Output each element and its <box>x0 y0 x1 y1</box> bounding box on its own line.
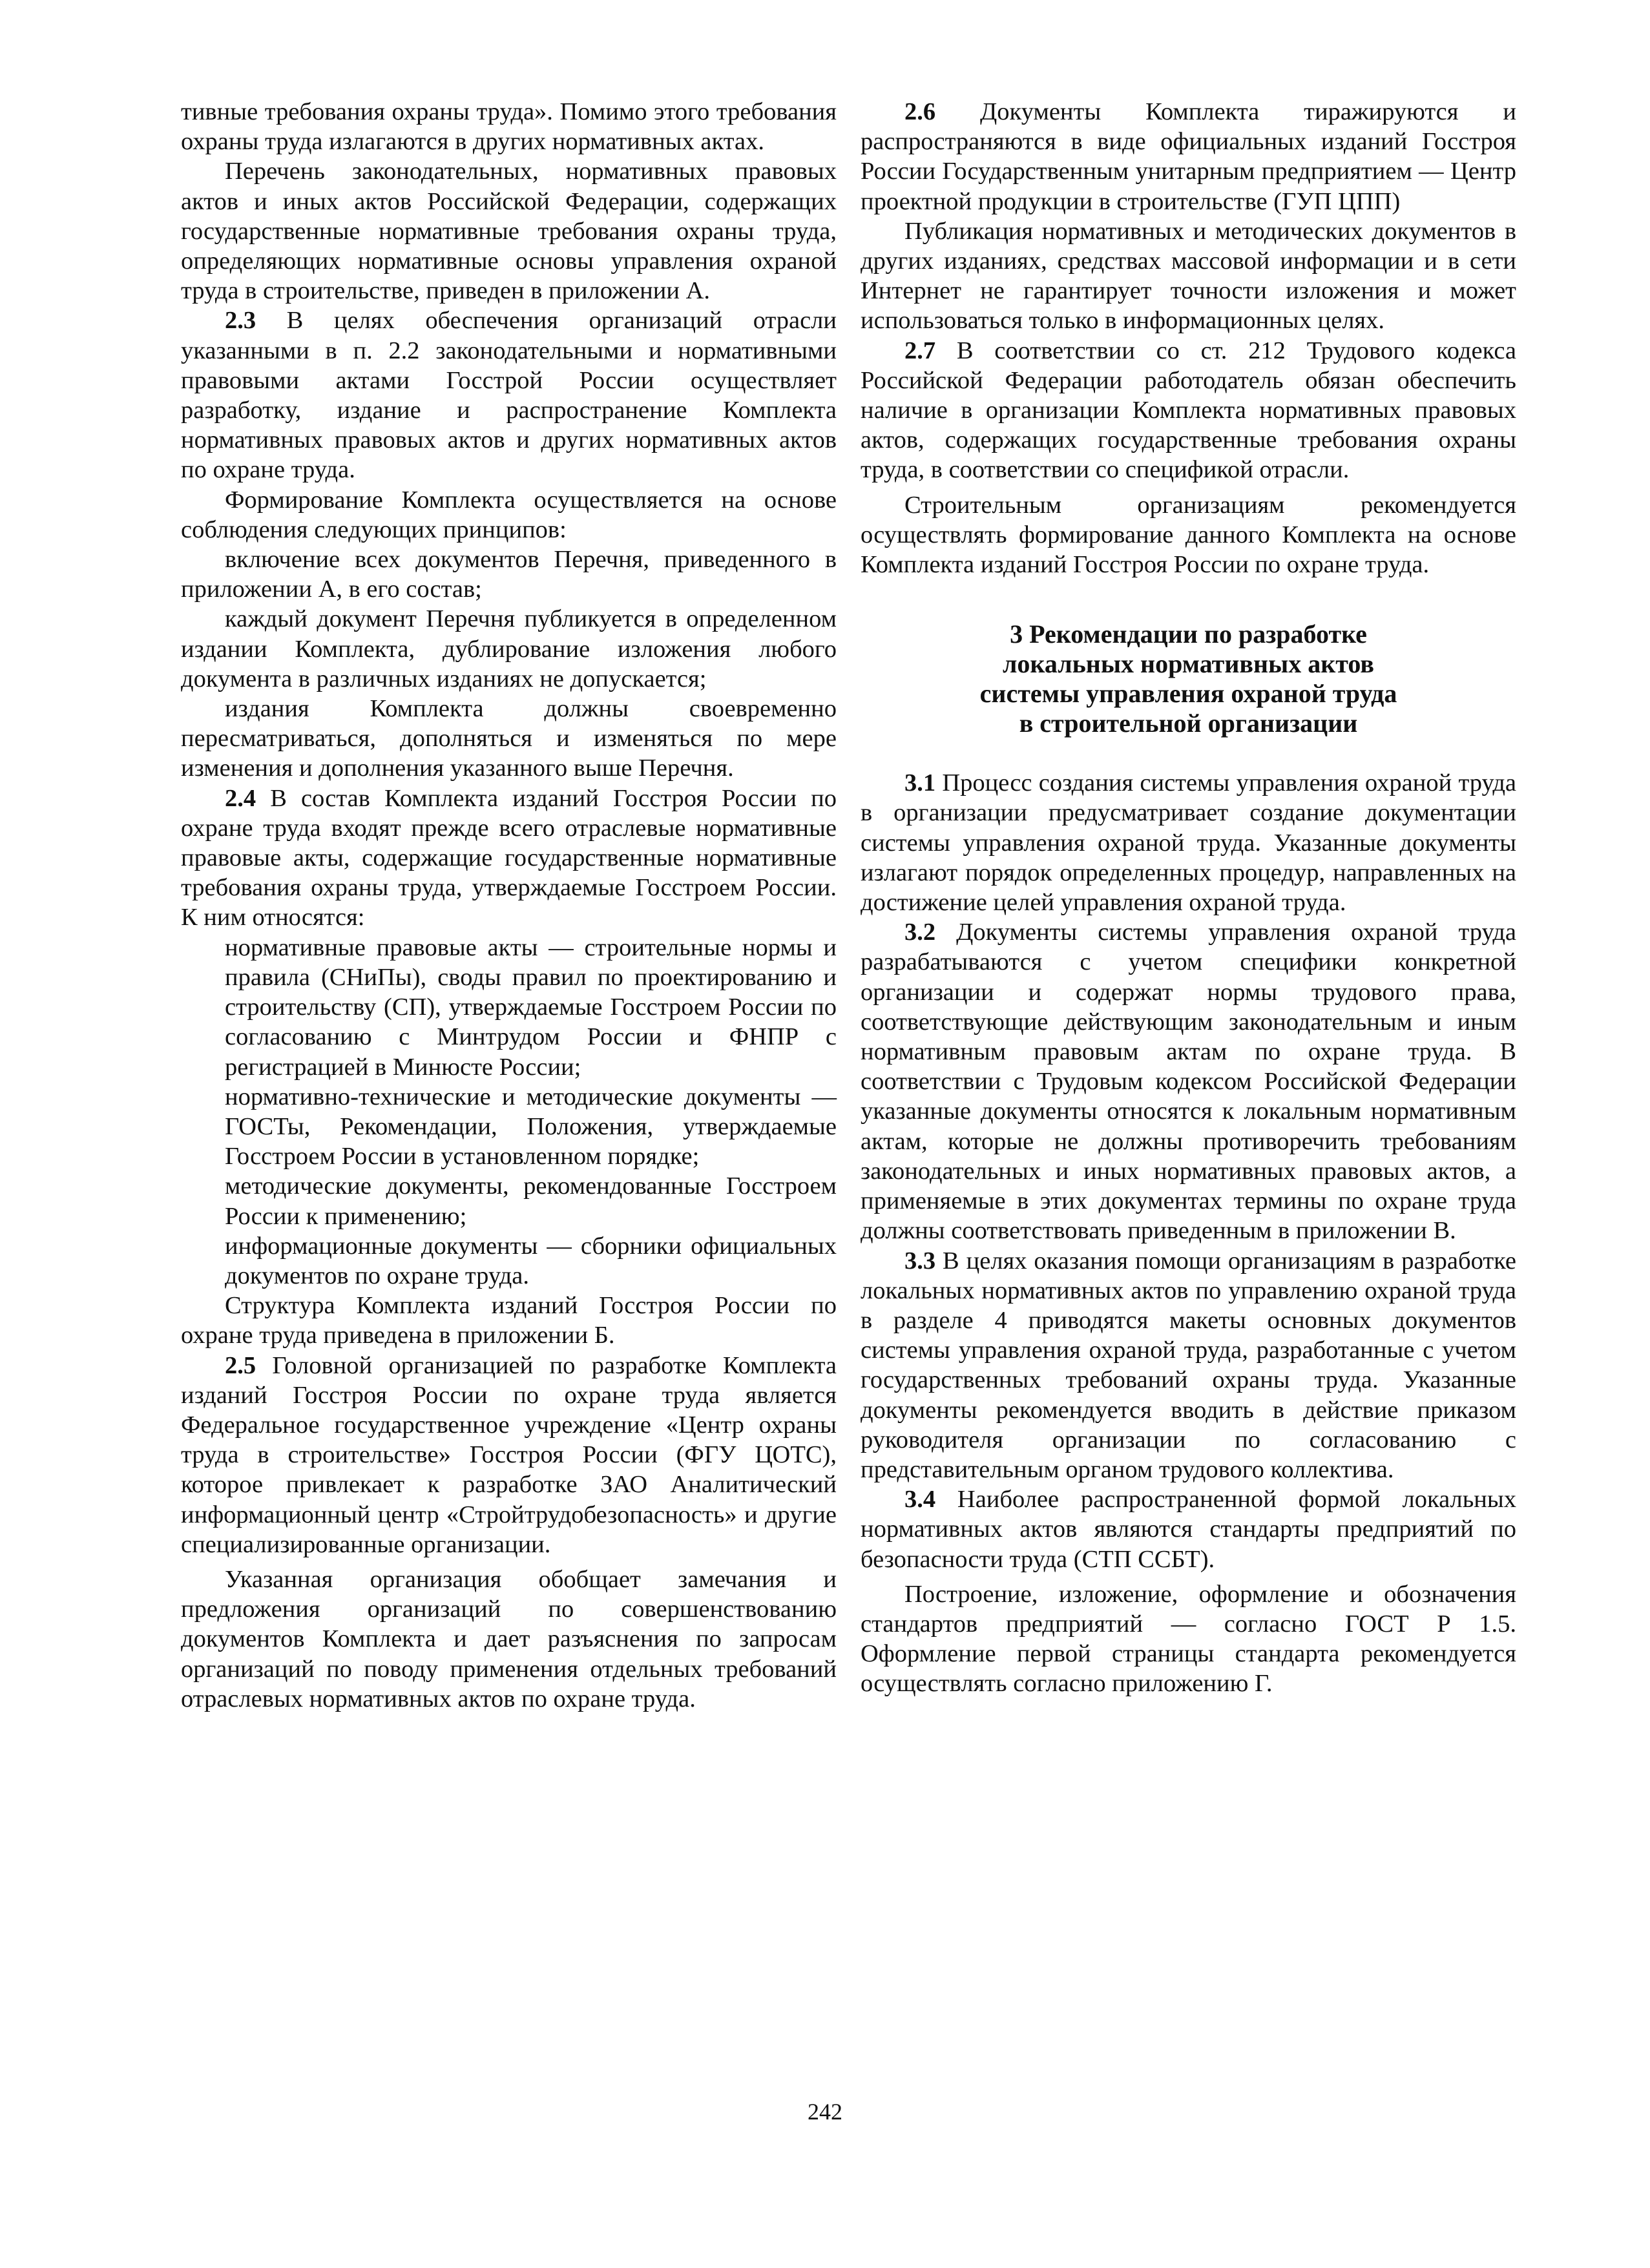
paragraph-text: Публикация нормативных и методических документов в других изданиях, средствах массовой информации и в сети Интернет не гарантирует точности изложения и может использоваться только в информационных целях. <box>861 217 1516 335</box>
clause-number: 2.5 <box>225 1351 256 1379</box>
paragraph-text: Документы Комплекта тиражируются и распространяются в виде официальных изданий Госстроя России Государственным унитарным предприятием — Центр проектной продукции в строительстве (ГУП ЦПП) <box>861 98 1516 215</box>
paragraph <box>861 768 1516 917</box>
paragraph-text: включение всех документов Перечня, приведенного в приложении А, в его состав; <box>181 546 837 603</box>
clause-number: 3.1 <box>904 769 936 797</box>
paragraph <box>181 1565 837 1714</box>
section-heading-line: в строительной организации <box>1019 709 1358 738</box>
clause-number: 3.2 <box>904 919 936 946</box>
left-column <box>181 97 837 1714</box>
paragraph-text: В состав Комплекта изданий Госстроя России по охране труда входят прежде всего отраслевые нормативные правовые акты, содержащие государственные нормативные требования охраны труда, утверждаемые Госстроем России. К ним относятся: <box>181 784 837 931</box>
clause-number: 3.3 <box>904 1247 936 1274</box>
paragraph <box>181 97 837 156</box>
paragraph <box>181 156 837 306</box>
paragraph-text: Головной организацией по разработке Комплекта изданий Госстроя России по охране труда является Федеральное государственное учреждение «Центр охраны труда в строительстве» Госстроя России (ФГУ ЦОТС), которое привлекает к разработке ЗАО Аналитический информационный центр «Стройтрудобезопасность» и другие специализированные организации. <box>181 1351 837 1558</box>
section-heading-line: системы управления охраной труда <box>979 679 1397 709</box>
paragraph <box>181 1171 837 1231</box>
paragraph <box>181 784 837 933</box>
clause-number: 2.7 <box>904 337 936 364</box>
clause-number: 2.3 <box>225 307 256 335</box>
section-heading-line: 3 Рекомендации по разработке <box>1010 619 1367 649</box>
paragraph <box>181 545 837 604</box>
paragraph <box>861 336 1516 485</box>
paragraph <box>861 1246 1516 1485</box>
paragraph-text: Наиболее распространенной формой локальных нормативных актов являются стандарты предприятий по безопасности труда (СТП ССБТ). <box>861 1486 1516 1573</box>
clause-number: 2.6 <box>904 98 936 125</box>
paragraph-text: В целях обеспечения организаций отрасли указанными в п. 2.2 законодательными и нормативными правовыми актами Госстрой России осуществляет разработку, издание и распространение Комплекта нормативных правовых актов и других нормативных актов по охране труда. <box>181 307 837 484</box>
clause-number: 3.4 <box>904 1486 936 1514</box>
paragraph-text: каждый документ Перечня публикуется в определенном издании Комплекта, дублирование изложения любого документа в различных изданиях не допускается; <box>181 605 837 692</box>
section-heading <box>861 619 1516 738</box>
paragraph <box>181 694 837 784</box>
paragraph-text: В целях оказания помощи организациям в разработке локальных нормативных актов по управлению охраной труда в разделе 4 приводятся макеты основных документов системы управления охраной труда, разработанные с учетом государственных требований охраны труда. Указанные документы рекомендуется вводить в действие приказом руководителя организации по согласованию с представительным органом трудового коллектива. <box>861 1247 1516 1483</box>
paragraph <box>861 216 1516 336</box>
paragraph-text: В соответствии со ст. 212 Трудового кодекса Российской Федерации работодатель обязан обеспечить наличие в организации Комплекта нормативных правовых актов, содержащих государственные требования охраны труда, в соответствии со спецификой отрасли. <box>861 337 1516 484</box>
paragraph <box>181 485 837 545</box>
page-number: 242 <box>808 2099 842 2125</box>
right-column <box>861 97 1516 1699</box>
paragraph-text: Процесс создания системы управления охраной труда в организации предусматривает создание документации системы управления охраной труда. Указанные документы излагают порядок определенных процедур, направленных на достижение целей управления охраной труда. <box>861 769 1516 917</box>
paragraph-text: Документы системы управления охраной труда разрабатываются с учетом специфики конкретной организации и содержат нормы трудового права, соответствующие действующим законодательным и иным нормативным правовым актам по охране труда. В соответствии с Трудовым кодексом Российской Федерации указанные документы относятся к локальным нормативным актам, которые не должны противоречить требованиям законодательных и иных нормативных правовых актов, а применяемые в этих документах термины по охране труда должны соответствовать приведенным в приложении В. <box>861 919 1516 1245</box>
paragraph-text: Перечень законодательных, нормативных правовых актов и иных актов Российской Федерации, содержащих государственные нормативные требования охраны труда, определяющих нормативные основы управления охраной труда в строительстве, приведен в приложении А. <box>181 158 837 305</box>
paragraph <box>861 490 1516 580</box>
paragraph <box>181 604 837 694</box>
paragraph-text: Строительным организациям рекомендуется осуществлять формирование данного Комплекта на основе Комплекта изданий Госстроя России по охране труда. <box>861 491 1516 579</box>
paragraph <box>181 1351 837 1559</box>
paragraph <box>861 917 1516 1245</box>
right-column-bottom <box>861 768 1516 1698</box>
paragraph-text: Структура Комплекта изданий Госстроя России по охране труда приведена в приложении Б. <box>181 1292 837 1349</box>
paragraph <box>181 933 837 1082</box>
paragraph-text: Построение, изложение, оформление и обозначения стандартов предприятий — согласно ГОСТ Р 1.5. Оформление первой страницы стандарта рекомендуется осуществлять согласно приложению Г. <box>861 1580 1516 1698</box>
clause-number: 2.4 <box>225 784 256 812</box>
paragraph-text: Формирование Комплекта осуществляется на основе соблюдения следующих принципов: <box>181 486 837 543</box>
paragraph-text: информационные документы — сборники официальных документов по охране труда. <box>225 1232 837 1289</box>
paragraph-text: методические документы, рекомендованные Госстроем России к применению; <box>225 1172 837 1230</box>
paragraph-text: Указанная организация обобщает замечания и предложения организаций по совершенствованию документов Комплекта и дает разъяснения по запросам организаций по поводу применения отдельных требований отраслевых нормативных актов по охране труда. <box>181 1565 837 1712</box>
paragraph <box>861 97 1516 216</box>
paragraph <box>861 1484 1516 1574</box>
paragraph-text: нормативные правовые акты — строительные нормы и правила (СНиПы), своды правил по проектированию и строительству (СП), утверждаемые Госстроем России по согласованию с Минтрудом России и ФНПР с регистрацией в Минюсте России; <box>225 933 837 1081</box>
paragraph <box>181 1231 837 1291</box>
paragraph-text: издания Комплекта должны своевременно пересматриваться, дополняться и изменяться по мере изменения и дополнения указанного выше Перечня. <box>181 695 837 782</box>
paragraph <box>181 1291 837 1350</box>
paragraph-text: тивные требования охраны труда». Помимо этого требования охраны труда излагаются в других нормативных актах. <box>181 98 837 156</box>
paragraph <box>181 306 837 484</box>
paragraph <box>181 1082 837 1172</box>
section-heading-line: локальных нормативных актов <box>1002 649 1375 679</box>
paragraph <box>861 1579 1516 1699</box>
right-column-top <box>861 97 1516 579</box>
paragraph-text: нормативно-технические и методические документы — ГОСТы, Рекомендации, Положения, утверждаемые Госстроем России в установленном порядке; <box>225 1083 837 1170</box>
